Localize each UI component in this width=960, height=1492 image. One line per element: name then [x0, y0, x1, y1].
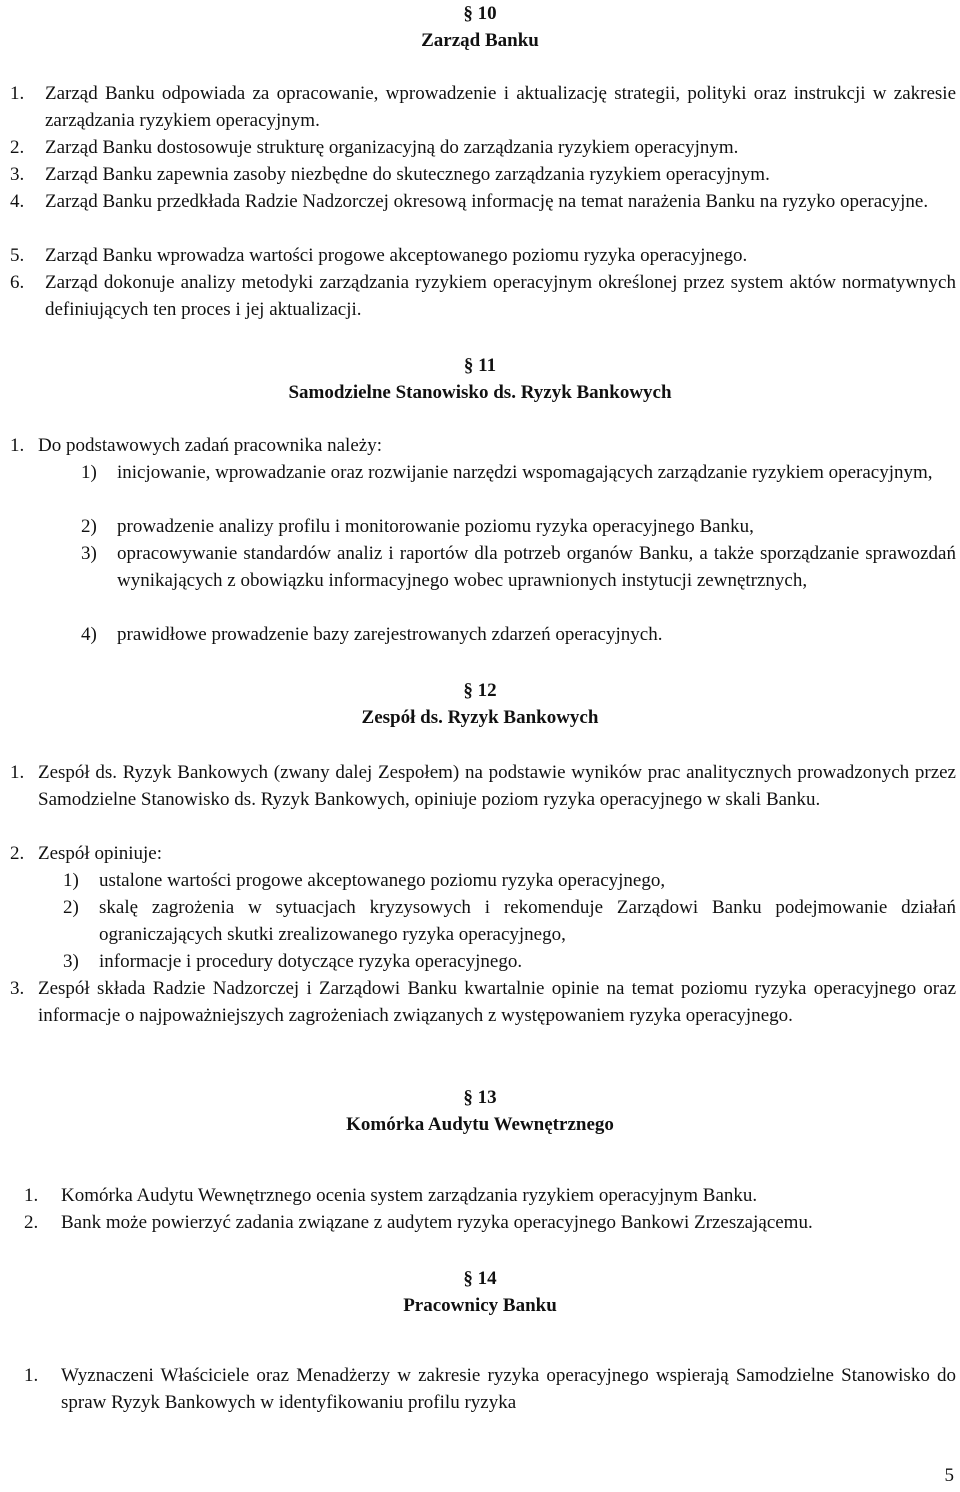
sub-item [63, 894, 956, 948]
sub-item [81, 621, 956, 648]
sub-item-number: 3) [63, 951, 79, 972]
section-title: Samodzielne Stanowisko ds. Ryzyk Bankowych [288, 382, 672, 403]
list-item [10, 432, 956, 459]
item-number: 1. [10, 83, 25, 104]
item-text: Zespół składa Radzie Nadzorczej i Zarządowi Banku kwartalnie opinie na temat poziomu ryzyka operacyjnego oraz informacje o najpoważniejszych zagrożeniach związanych z występowaniem ryzyka operacyjnego. [38, 978, 956, 1026]
item-number: 2. [10, 137, 25, 158]
section-title: Zespół ds. Ryzyk Bankowych [361, 707, 599, 728]
list-item [10, 134, 956, 161]
list-item [10, 188, 956, 215]
item-text: Wyznaczeni Właściciele oraz Menadżerzy w zakresie ryzyka operacyjnego wspierają Samodzielne Stanowisko do spraw Ryzyk Bankowych w identyfikowaniu profilu ryzyka [61, 1365, 956, 1413]
sub-item-number: 2) [81, 516, 97, 537]
section-heading [0, 0, 960, 54]
item-text: Komórka Audytu Wewnętrznego ocenia system zarządzania ryzykiem operacyjnym Banku. [61, 1185, 758, 1206]
item-number: 3. [10, 978, 25, 999]
sub-item-text: prawidłowe prowadzenie bazy zarejestrowanych zdarzeń operacyjnych. [117, 624, 663, 645]
section-title: Pracownicy Banku [403, 1295, 557, 1316]
item-number: 6. [10, 272, 25, 293]
item-number: 4. [10, 191, 25, 212]
item-text: Zarząd Banku wprowadza wartości progowe akceptowanego poziomu ryzyka operacyjnego. [45, 245, 748, 266]
item-text: Zarząd dokonuje analizy metodyki zarządzania ryzykiem operacyjnym określonej przez system aktów normatywnych definiujących ten proces i jej aktualizacji. [45, 272, 956, 320]
item-text: Zespół opiniuje: [38, 843, 163, 864]
list-item [24, 1209, 956, 1236]
sub-item [63, 948, 956, 975]
sub-item-text: informacje i procedury dotyczące ryzyka operacyjnego. [99, 951, 523, 972]
item-number: 1. [24, 1365, 39, 1386]
sub-item-number: 4) [81, 624, 97, 645]
list-item [10, 242, 956, 269]
item-text: Do podstawowych zadań pracownika należy: [38, 435, 382, 456]
list-item [10, 269, 956, 323]
sub-item [81, 513, 956, 540]
item-text: Bank może powierzyć zadania związane z audytem ryzyka operacyjnego Bankowi Zrzeszającemu. [61, 1212, 813, 1233]
section-heading [0, 677, 960, 731]
item-number: 2. [24, 1212, 39, 1233]
item-number: 3. [10, 164, 25, 185]
item-text: Zarząd Banku zapewnia zasoby niezbędne do skutecznego zarządzania ryzykiem operacyjnym. [45, 164, 770, 185]
sub-item [63, 867, 956, 894]
section-title: Komórka Audytu Wewnętrznego [346, 1114, 614, 1135]
sub-item [81, 540, 956, 594]
sub-item-text: opracowywanie standardów analiz i raportów dla potrzeb organów Banku, a także sporządzanie sprawozdań wynikających z obowiązku informacyjnego wobec uprawnionych instytucji zewnętrznych, [117, 543, 956, 591]
page-number: 5 [944, 1465, 954, 1486]
list-item [24, 1362, 956, 1416]
sub-item-number: 1) [81, 462, 97, 483]
section-number: § 10 [463, 3, 497, 24]
section-heading [0, 352, 960, 406]
sub-item-number: 1) [63, 870, 79, 891]
list-item [10, 975, 956, 1029]
item-number: 1. [10, 762, 25, 783]
item-number: 5. [10, 245, 25, 266]
list-item [10, 759, 956, 813]
section-number: § 12 [463, 680, 497, 701]
section-heading [0, 1084, 960, 1138]
section-number: § 13 [463, 1087, 497, 1108]
item-text: Zarząd Banku przedkłada Radzie Nadzorczej okresową informację na temat narażenia Banku na ryzyko operacyjne. [45, 191, 929, 212]
item-text: Zarząd Banku odpowiada za opracowanie, wprowadzenie i aktualizację strategii, polityki oraz instrukcji w zakresie zarządzania ryzykiem operacyjnym. [45, 83, 956, 131]
sub-item-text: inicjowanie, wprowadzanie oraz rozwijanie narzędzi wspomagających zarządzanie ryzykiem operacyjnym, [117, 462, 933, 483]
sub-item-text: skalę zagrożenia w sytuacjach kryzysowych i rekomenduje Zarządowi Banku podejmowanie działań ograniczających skutki zrealizowanego ryzyka operacyjnego, [99, 897, 956, 945]
item-text: Zespół ds. Ryzyk Bankowych (zwany dalej Zespołem) na podstawie wyników prac analitycznych prowadzonych przez Samodzielne Stanowisko ds. Ryzyk Bankowych, opiniuje poziom ryzyka operacyjnego w skali Banku. [38, 762, 956, 810]
sub-item-number: 3) [81, 543, 97, 564]
sub-item-number: 2) [63, 897, 79, 918]
section-title: Zarząd Banku [421, 30, 539, 51]
section-number: § 14 [463, 1268, 497, 1289]
sub-item-text: prowadzenie analizy profilu i monitorowanie poziomu ryzyka operacyjnego Banku, [117, 516, 754, 537]
section-heading [0, 1265, 960, 1319]
sub-item [81, 459, 956, 486]
item-number: 2. [10, 843, 25, 864]
sub-item-text: ustalone wartości progowe akceptowanego poziomu ryzyka operacyjnego, [99, 870, 666, 891]
list-item [10, 161, 956, 188]
list-item [10, 840, 956, 867]
item-number: 1. [24, 1185, 39, 1206]
list-item [10, 80, 956, 134]
item-text: Zarząd Banku dostosowuje strukturę organizacyjną do zarządzania ryzykiem operacyjnym. [45, 137, 739, 158]
section-number: § 11 [463, 355, 497, 376]
list-item [24, 1182, 956, 1209]
item-number: 1. [10, 435, 25, 456]
